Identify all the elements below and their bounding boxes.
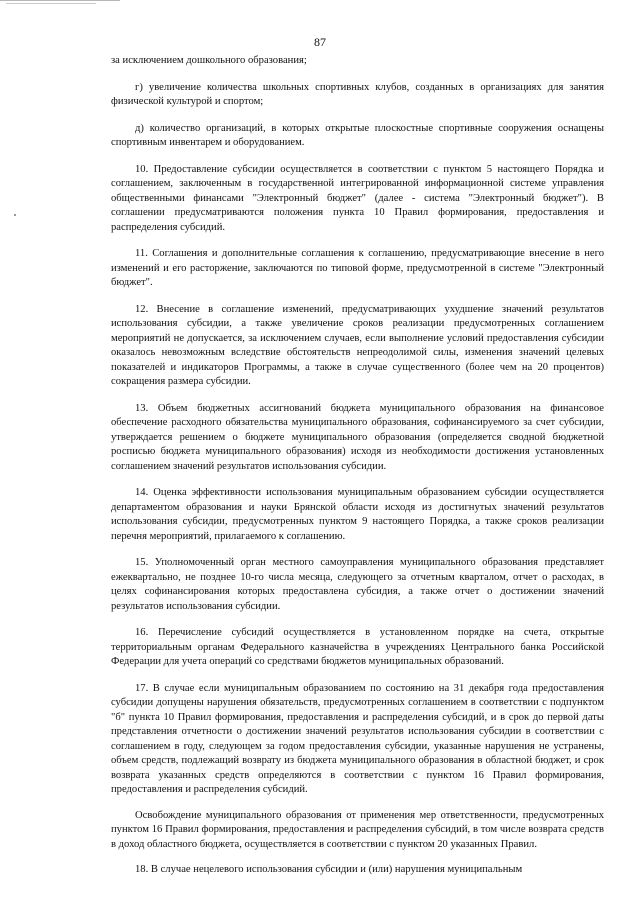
page-number: 87: [314, 35, 326, 49]
paragraph-16: 16. Перечисление субсидий осуществляется в установленном порядке на счета, открытые территориальным органам Федерального казначейства в учреждениях Центрального банка Российской Федерации для учета операций со средствами бюджетов муниципальных образований.: [111, 627, 604, 667]
paragraph-14: 14. Оценка эффективности использования муниципальным образованием субсидии осуществляется департаментом образования и науки Брянской области исходя из достигнутых значений результатов использования субсидии, предусмотренных пунктом 9 настоящего Порядка, а также сроков реализации перечня мероприятий, прилагаемого к соглашению.: [111, 487, 604, 542]
paragraph-10: 10. Предоставление субсидии осуществляется в соответствии с пунктом 5 настоящего Порядка и соглашением, заключенным в государственной интегрированной информационной системе управления общественными финансами "Электронный бюджет" (далее - система "Электронный бюджет"). В соглашении предусматриваются положения пункта 10 Правил формирования, предоставления и распределения субсидий.: [111, 163, 604, 233]
paragraph-13: 13. Объем бюджетных ассигнований бюджета муниципального образования на финансовое обеспечение расходного обязательства муниципального образования, софинансируемого за счет субсидии, утверждается решением о бюджете муниципального образования (определяется сводной бюджетной росписью бюджета муниципального образования) исходя из необходимости достижения установленных соглашением значений результатов использования субсидии.: [111, 402, 604, 472]
paragraph-item-g: г) увеличение количества школьных спортивных клубов, созданных в организациях для занятия физической культурой и спортом;: [111, 81, 604, 107]
paragraph-18: 18. В случае нецелевого использования субсидии и (или) нарушения муниципальным: [135, 864, 523, 875]
document-body: [111, 54, 604, 890]
paragraph-15: 15. Уполномоченный орган местного самоуправления муниципального образования представляет ежеквартально, не позднее 10-го числа месяца, следующего за отчетным кварталом, отчет о расходах, в целях софинансирования которых предоставлена субсидия, а также отчет о достижении значений результатов использования субсидии.: [111, 557, 604, 612]
paragraph-continuation: за исключением дошкольного образования;: [111, 55, 307, 66]
scan-artifact: [0, 0, 120, 7]
scan-speck: [14, 214, 16, 216]
paragraph-item-d: д) количество организаций, в которых открытые плоскостные спортивные сооружения оснащены спортивным инвентарем и оборудованием.: [111, 122, 604, 148]
paragraph-17: 17. В случае если муниципальным образованием по состоянию на 31 декабря года предоставления субсидии допущены нарушения обязательств, предусмотренных соглашением в соответствии с подпунктом "б" пункта 10 Правил формирования, предоставления и распределения субсидий, и в срок до первой даты представления отчетности о достижении значений результатов использования субсидии в соответствии с соглашением в году, следующем за годом предоставления субсидии, указанные нарушения не устранены, объем средств, подлежащий возврату из бюджета муниципального образования в областной бюджет, и срок возврата указанных средств определяются в соответствии с пунктом 16 Правил формирования, предоставления и распределения субсидий.: [111, 682, 604, 795]
paragraph-11: 11. Соглашения и дополнительные соглашения к соглашению, предусматривающие внесение в него изменений и его расторжение, заключаются по типовой форме, предусмотренной в системе "Электронный бюджет".: [111, 248, 604, 288]
paragraph-12: 12. Внесение в соглашение изменений, предусматривающих ухудшение значений результатов использования субсидии, а также увеличение сроков реализации предусмотренных соглашением мероприятий не допускается, за исключением случаев, если выполнение условий предоставления субсидии оказалось невозможным вследствие обстоятельств непреодолимой силы, изменения значений целевых показателей и индикаторов Программы, а также в случае существенного (более чем на 20 процентов) сокращения размера субсидии.: [111, 303, 604, 387]
paragraph-exemption: Освобождение муниципального образования от применения мер ответственности, предусмотренных пунктом 16 Правил формирования, предоставления и распределения субсидий, в том числе возврата средств в доход областного бюджета, осуществляется в соответствии с пунктом 20 указанных Правил.: [111, 809, 604, 850]
